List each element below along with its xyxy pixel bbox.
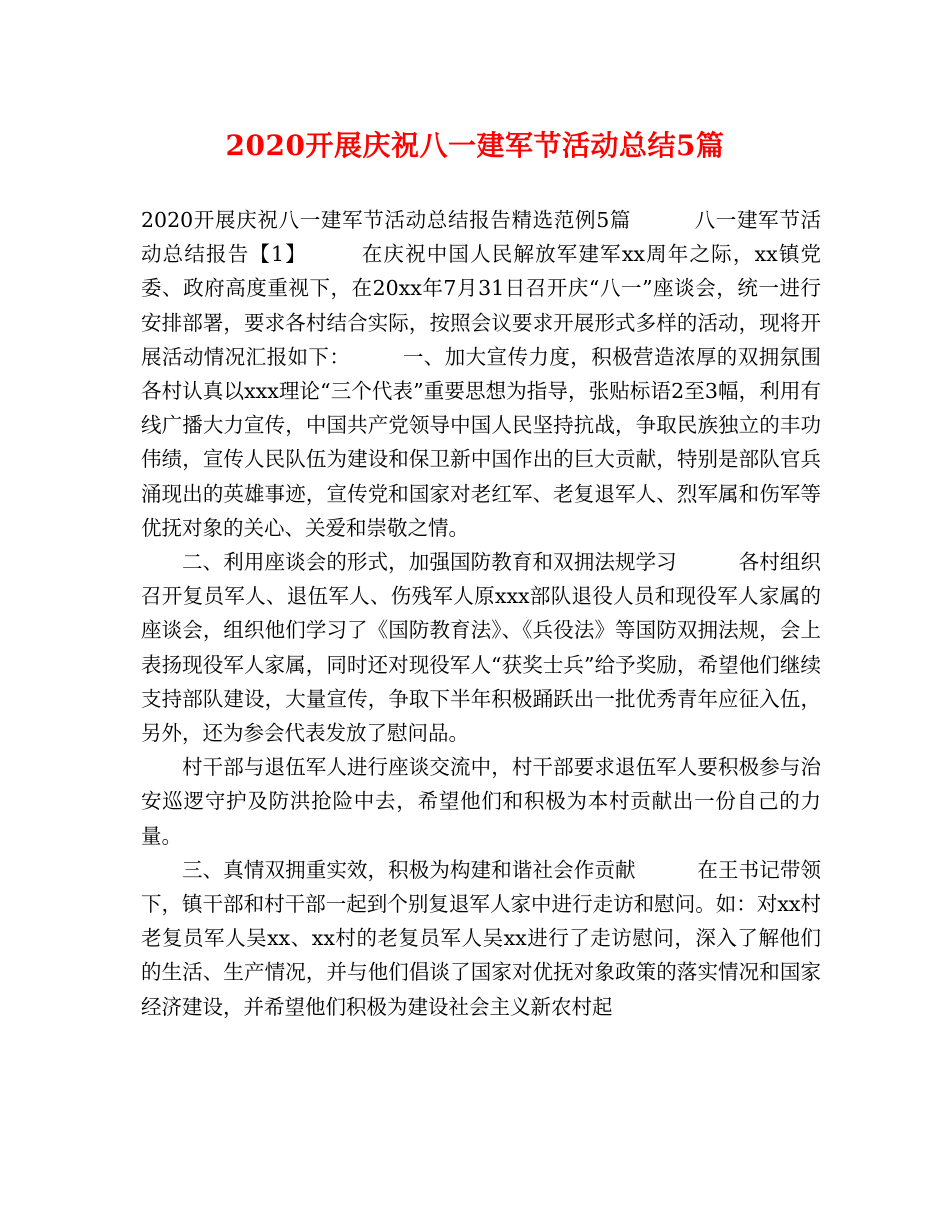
document-body bbox=[141, 203, 883, 1024]
paragraph-village-cadres: 村干部与退伍军人进行座谈交流中，村干部要求退伍军人要积极参与治安巡逻守护及防洪抢险中去，希望他们和积极为本村贡献出一份自己的力量。 bbox=[141, 755, 821, 848]
document-title: 2020开展庆祝八一建军节活动总结5篇 bbox=[225, 129, 725, 162]
paragraph-intro: 2020开展庆祝八一建军节活动总结报告精选范例5篇 八一建军节活动总结报告【1】 在庆祝中国人民解放军建军xx周年之际，xx镇党委、政府高度重视下，在20xx年7月31日召开庆“八一”座谈会，统一进行安排部署，要求各村结合实际，按照会议要求开展形式多样的活动，现将开展活动情况汇报如下： 一、加大宣传力度，积极营造浓厚的双拥氛围 各村认真以xxx理论“三个代表”重要思想为指导，张贴标语2至3幅，利用有线广播大力宣传，中国共产党领导中国人民坚持抗战，争取民族独立的丰功伟绩，宣传人民队伍为建设和保卫新中国作出的巨大贡献，特别是部队官兵涌现出的英雄事迹，宣传党和国家对老红军、老复退军人、烈军属和伤军等优抚对象的关心、关爱和崇敬之情。 bbox=[141, 208, 883, 540]
paragraph-section-3: 三、真情双拥重实效，积极为构建和谐社会作贡献 在王书记带领下，镇干部和村干部一起到个别复退军人家中进行走访和慰问。如：对xx村老复员军人吴xx、xx村的老复员军人吴xx进行了走访慰问，深入了解他们的生活、生产情况，并与他们倡谈了国家对优抚对象政策的落实情况和国家经济建设，并希望他们积极为建设社会主义新农村起 bbox=[141, 857, 821, 1019]
paragraph-section-2: 二、利用座谈会的形式，加强国防教育和双拥法规学习 各村组织召开复员军人、退伍军人、伤残军人原xxx部队退役人员和现役军人家属的座谈会，组织他们学习了《国防教育法》、《兵役法》等国防双拥法规，会上表扬现役军人家属，同时还对现役军人“获奖士兵”给予奖励，希望他们继续支持部队建设，大量宣传，争取下半年积极踊跃出一批优秀青年应征入伍，另外，还为参会代表发放了慰问品。 bbox=[141, 550, 821, 746]
